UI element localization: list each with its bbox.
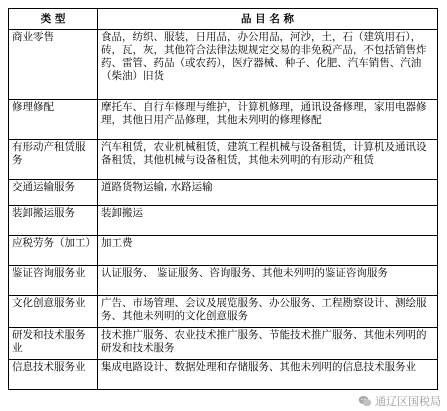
- header-type: 类 型: [9, 9, 98, 30]
- table-row: [9, 100, 438, 140]
- row-type-cell: 研发和技术服务业: [9, 328, 98, 360]
- row-items-cell: 加工费: [98, 236, 438, 266]
- table-row: [9, 328, 438, 360]
- table-row: [9, 296, 438, 328]
- header-items: 品 目 名 称: [98, 9, 438, 30]
- row-type-cell: 交通运输服务: [9, 180, 98, 206]
- wechat-icon: [358, 394, 372, 408]
- row-items-cell: 食品，纺织、服装，日用品，办公用品，河沙，土，石（建筑用石），砖，瓦，灰，其他符合法律法规规定交易的非免税产品，不包括销售炸药、雷管、药品（或农药），医疗器械、种子、化肥、汽车销售、汽油（柴油）旧货: [98, 30, 438, 100]
- business-scope-table: [8, 8, 438, 390]
- row-items-cell: 汽车租赁，农业机械租赁，建筑工程机械与设备租赁，计算机及通讯设备租赁，其他机械与设备租赁，其他未列明的有形动产租赁: [98, 140, 438, 180]
- table-row: [9, 30, 438, 100]
- row-type-cell: 有形动产租赁服务: [9, 140, 98, 180]
- row-type-cell: 修理修配: [9, 100, 98, 140]
- row-items-cell: 广告、市场管理、会议及展览服务、办公服务、工程勘察设计、测绘服务、其他未列明的文化创意服务: [98, 296, 438, 328]
- table-row: [9, 180, 438, 206]
- table-row: [9, 236, 438, 266]
- row-type-cell: 应税劳务（加工）: [9, 236, 98, 266]
- row-type-cell: 商业零售: [9, 30, 98, 100]
- watermark-text: 通辽区国税局: [375, 395, 441, 408]
- row-type-cell: 信息技术服务业: [9, 360, 98, 390]
- table-header-row: [9, 9, 438, 30]
- row-type-cell: 装卸搬运服务: [9, 206, 98, 236]
- table-row: [9, 206, 438, 236]
- row-type-cell: 文化创意服务业: [9, 296, 98, 328]
- table-row: [9, 140, 438, 180]
- row-items-cell: 认证服务、 鉴证服务、咨询服务、其他未列明的鉴证咨询服务: [98, 266, 438, 296]
- watermark: [358, 393, 441, 409]
- row-items-cell: 道路货物运输, 水路运输: [98, 180, 438, 206]
- row-items-cell: 装卸搬运: [98, 206, 438, 236]
- row-type-cell: 鉴证咨询服务业: [9, 266, 98, 296]
- row-items-cell: 集成电路设计、数据处理和存储服务、其他未列明的信息技术服务业: [98, 360, 438, 390]
- table-row: [9, 266, 438, 296]
- row-items-cell: 摩托车、自行车修理与维护，计算机修理，通讯设备修理，家用电器修理，其他日用产品修理，其他未列明的修理修配: [98, 100, 438, 140]
- row-items-cell: 技术推广服务、农业技术推广服务、节能技术推广服务、其他未列明的研发和技术服务: [98, 328, 438, 360]
- table-row: [9, 360, 438, 390]
